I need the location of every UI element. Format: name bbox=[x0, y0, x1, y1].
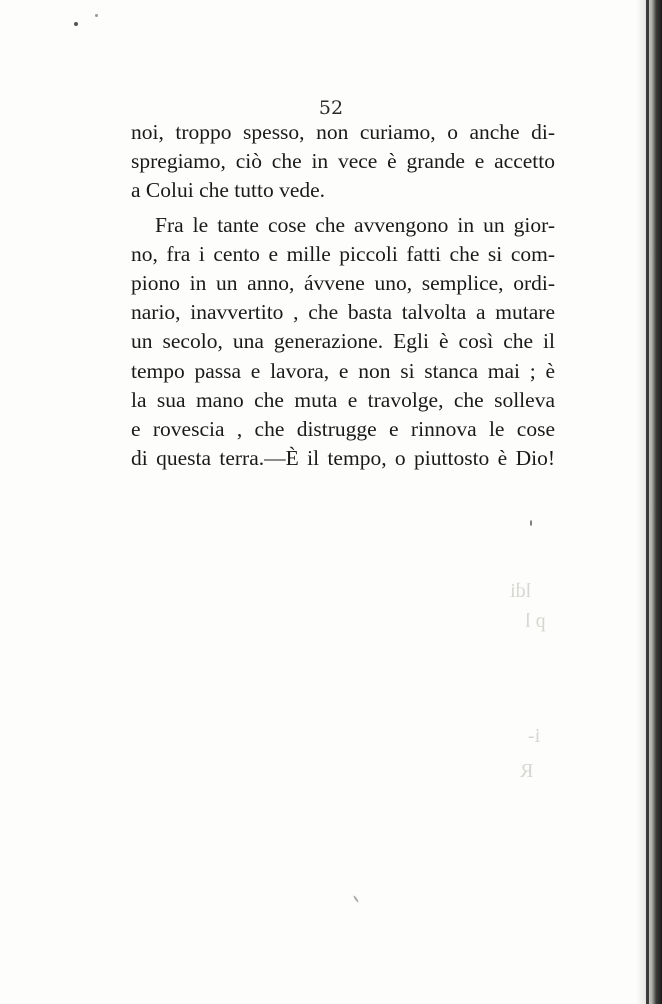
body-text bbox=[131, 118, 555, 473]
text-line: Fra le tante cose che avvengono in un gior- bbox=[155, 212, 555, 237]
text-line: a Colui che tutto vede. bbox=[131, 178, 326, 203]
text-line: noi, troppo spesso, non curiamo, o anche di- bbox=[131, 120, 555, 144]
show-through-text: R bbox=[520, 760, 534, 782]
paper-speck bbox=[95, 14, 98, 17]
text-line: nario, inavvertito , che basta talvolta a mutare bbox=[131, 300, 555, 325]
page-edge-line bbox=[646, 0, 649, 1004]
page-edge-shadow bbox=[636, 0, 662, 1004]
text-line: piono in un anno, ávvene uno, semplice, ordi- bbox=[131, 271, 555, 296]
show-through-text: ldi bbox=[510, 580, 532, 602]
text-line: no, fra i cento e mille piccoli fatti che si com- bbox=[131, 241, 555, 266]
paper-speck bbox=[353, 895, 359, 903]
show-through-text: p l bbox=[525, 610, 546, 632]
show-through-text: i- bbox=[528, 725, 541, 747]
text-line: spregiamo, ciò che in vece è grande e accetto bbox=[131, 149, 555, 174]
paragraph-1 bbox=[131, 118, 555, 206]
paper-speck bbox=[530, 520, 532, 526]
paper-speck bbox=[74, 22, 78, 26]
text-line: tempo passa e lavora, e non si stanca mai ; è bbox=[131, 358, 555, 383]
page-number: 52 bbox=[318, 97, 344, 119]
text-line: la sua mano che muta e travolge, che solleva bbox=[131, 387, 555, 412]
paragraph-2 bbox=[131, 211, 555, 474]
text-line: e rovescia , che distrugge e rinnova le cose bbox=[131, 417, 555, 442]
text-line: di questa terra.—È il tempo, o piuttosto è Dio! bbox=[131, 446, 555, 471]
text-line: un secolo, una generazione. Egli è così che il bbox=[131, 329, 555, 354]
